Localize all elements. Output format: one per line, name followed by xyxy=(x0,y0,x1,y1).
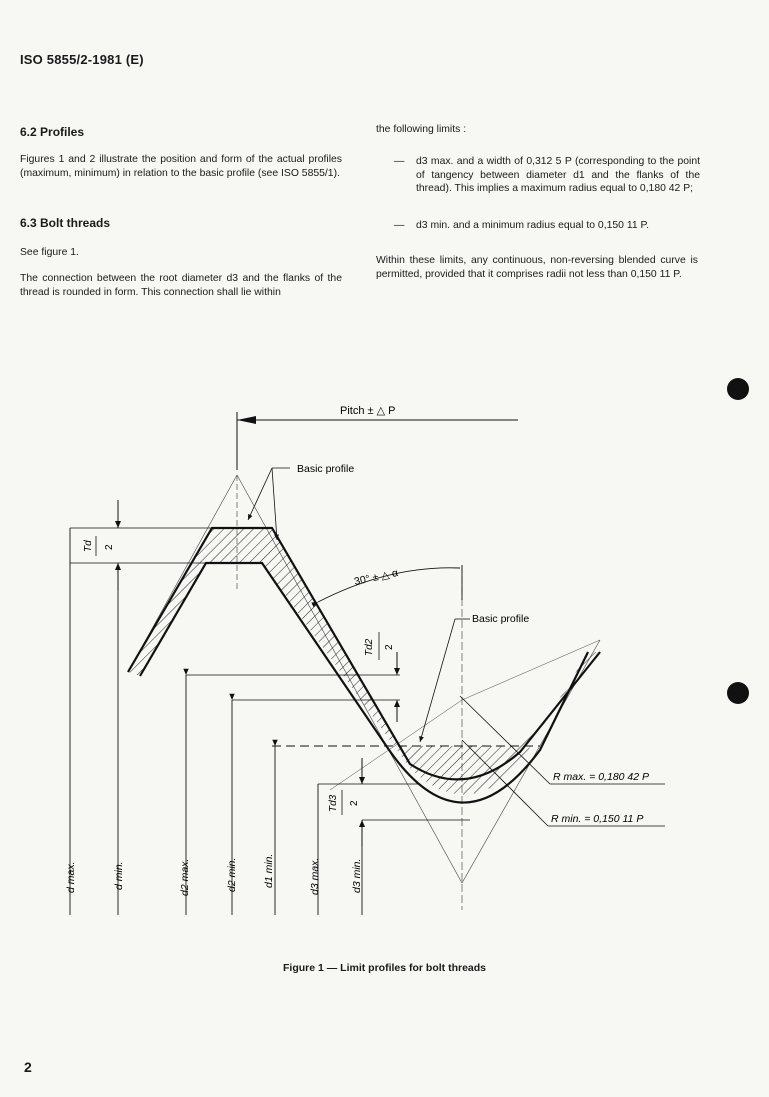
pitch-label: Pitch ± △ P xyxy=(340,405,396,417)
list-dash: — xyxy=(394,220,405,231)
dim-label: d2 min. xyxy=(226,857,238,892)
angle-label: 30° ± △ α xyxy=(353,566,400,588)
limit-item-2-text: d3 min. and a minimum radius equal to 0,150 11 P. xyxy=(416,220,649,231)
basic-profile-top-label: Basic profile xyxy=(297,463,355,475)
section-6-2-heading: 6.2 Profiles xyxy=(20,125,85,139)
td2-half: 2 xyxy=(384,644,395,650)
dim-label: d2 max. xyxy=(179,858,191,896)
td-half: 2 xyxy=(104,544,115,550)
figure-caption: Figure 1 — Limit profiles for bolt threads xyxy=(282,962,487,974)
dim-label: d max. xyxy=(65,861,77,893)
basic-profile-right-label: Basic profile xyxy=(472,613,530,625)
section-6-3-body: The connection between the root diameter d3 and the flanks of the thread is rounded in form. This connection shall lie within xyxy=(20,273,342,298)
limits-closing: Within these limits, any continuous, non-reversing blended curve is permitted, provided that it comprises radii not less than 0,150 11 P. xyxy=(376,255,698,280)
td-label: Td xyxy=(83,540,94,552)
td3-half: 2 xyxy=(349,800,360,806)
dim-label: d3 max. xyxy=(309,857,321,895)
limits-intro: the following limits : xyxy=(376,124,467,135)
td3-label: Td3 xyxy=(328,794,339,812)
r-min-label: R min. = 0,150 11 P xyxy=(551,813,644,825)
section-6-2-body: Figures 1 and 2 illustrate the position and form of the actual profiles (maximum, minimum) in relation to the basic profile (see ISO 5855/1). xyxy=(20,154,342,179)
r-max-label: R max. = 0,180 42 P xyxy=(553,771,650,783)
section-6-3-heading: 6.3 Bolt threads xyxy=(20,216,111,230)
page-number: 2 xyxy=(24,1059,32,1075)
dim-label: d1 min. xyxy=(263,853,275,888)
dim-label: d min. xyxy=(113,861,125,890)
limit-item-1-text: d3 max. and a width of 0,312 5 P (corresponding to the point of tangency between diameter d1 and the flanks of the thread). This implies a maximum radius equal to 0,180 42 P; xyxy=(416,156,700,195)
dim-label: d3 min. xyxy=(351,858,363,893)
list-dash: — xyxy=(394,156,405,167)
section-6-3-see: See figure 1. xyxy=(20,247,79,258)
document-header: ISO 5855/2-1981 (E) xyxy=(20,52,144,67)
td2-label: Td2 xyxy=(364,638,375,656)
